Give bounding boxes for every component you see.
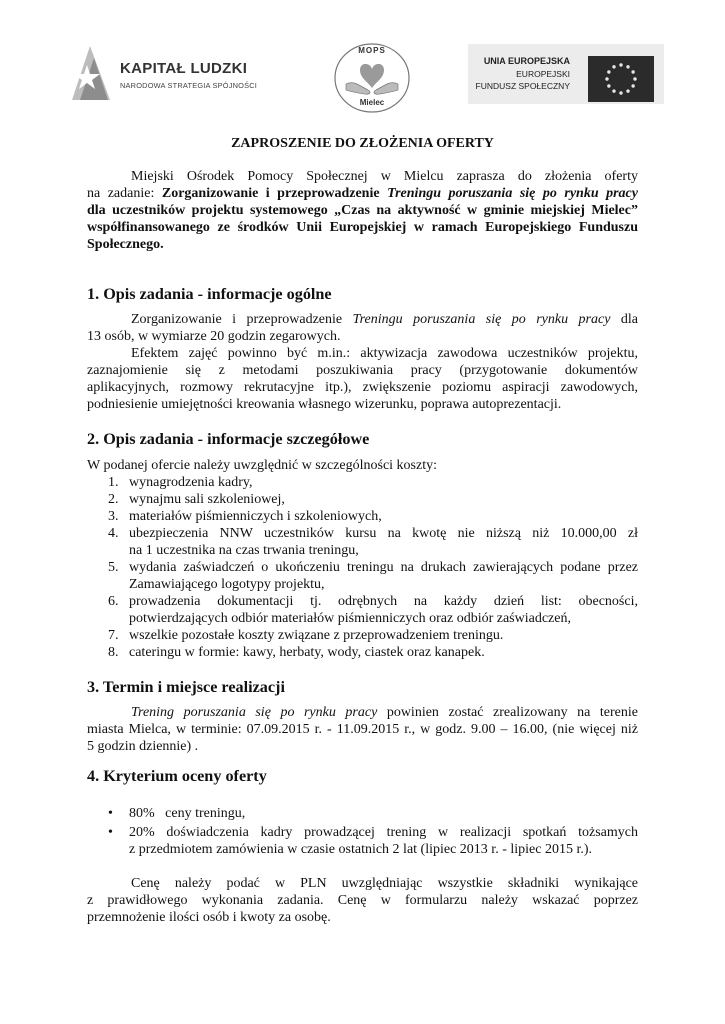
s1-p1-line-2: 13 osób, w wymiarze 20 godzin zegarowych. bbox=[87, 329, 341, 344]
eu-flag-icon bbox=[588, 56, 654, 102]
s4-p-line-2: z prawidłowego wykonania zadania. Cenę w formularzu należy wskazać poprzez bbox=[87, 893, 638, 908]
section-1-heading: 1. Opis zadania - informacje ogólne bbox=[87, 285, 332, 303]
intro-line-4: współfinansowanego ze środków Unii Europejskiej w ramach Europejskiego Funduszu bbox=[87, 220, 638, 235]
s1-p2-line-4: podniesienie umiejętności kreowania własnego wizerunku, poprawa autoprezentacji. bbox=[87, 397, 562, 412]
mops-top-text: MOPS bbox=[358, 46, 386, 55]
intro-line-3: dla uczestników projektu systemowego „Czas na aktywność w gminie miejskiej Mielec” bbox=[87, 203, 638, 218]
s2-lead: W podanej ofercie należy uwzględnić w szczególności koszty: bbox=[87, 458, 437, 473]
ue-line-1: UNIA EUROPEJSKA bbox=[483, 56, 570, 66]
document-title: ZAPROSZENIE DO ZŁOŻENIA OFERTY bbox=[231, 136, 494, 151]
ue-logo bbox=[468, 44, 664, 104]
list-item: 7. wszelkie pozostałe koszty związane z przeprowadzeniem treningu. bbox=[108, 628, 504, 643]
kapital-ludzki-subtitle: NARODOWA STRATEGIA SPÓJNOŚCI bbox=[120, 81, 258, 90]
eu-star-icon bbox=[612, 89, 615, 92]
s3-line-1: Trening poruszania się po rynku pracy powinien zostać zrealizowany na terenie bbox=[131, 705, 638, 720]
bullet-icon: • bbox=[108, 825, 113, 840]
list-item: 2. wynajmu sali szkoleniowej, bbox=[108, 492, 285, 507]
eu-star-icon bbox=[633, 77, 636, 80]
intro-line-2: na zadanie: Zorganizowanie i przeprowadzenie Treningu poruszania się po rynku pracy bbox=[87, 186, 638, 201]
s4-p-line-3: przemnożenie ilości osób i kwoty za osobę. bbox=[87, 910, 331, 925]
kapital-ludzki-star-icon bbox=[70, 44, 114, 102]
list-item: 5. wydania zaświadczeń o ukończeniu treningu na drukach zawierających podane przez Zamawiającego logotypy projektu, bbox=[108, 560, 638, 593]
s1-p2-line-3: aplikacyjnych, rozmowy rekrutacyjne itp.), zwiększenie poziomu aspiracji zawodowych, bbox=[87, 380, 638, 395]
eu-star-icon bbox=[605, 77, 608, 80]
eu-star-icon bbox=[626, 89, 629, 92]
eu-star-icon bbox=[619, 91, 622, 94]
mops-logo bbox=[332, 40, 412, 114]
eu-star-icon bbox=[612, 65, 615, 68]
bullet-icon: • bbox=[108, 806, 113, 821]
s3-line-2: miasta Mielca, w terminie: 07.09.2015 r. - 11.09.2015 r., w godz. 9.00 – 16.00, (nie więcej niż bbox=[87, 722, 638, 737]
section-4-heading: 4. Kryterium oceny oferty bbox=[87, 767, 267, 785]
s3-line-3: 5 godzin dziennie) . bbox=[87, 739, 199, 754]
eu-star-icon bbox=[607, 84, 610, 87]
ue-line-2: EUROPEJSKI bbox=[516, 69, 570, 79]
s1-p2-line-1: Efektem zajęć powinno być m.in.: aktywizacja zawodowa uczestników projektu, bbox=[131, 346, 638, 361]
ue-line-3: FUNDUSZ SPOŁECZNY bbox=[475, 81, 570, 91]
kapital-ludzki-logo bbox=[70, 44, 270, 102]
list-item: 4. ubezpieczenia NNW uczestników kursu na kwotę nie niższą niż 10.000,00 zł na 1 uczestnika na czas trwania treningu, bbox=[108, 526, 638, 559]
intro-line-1: Miejski Ośrodek Pomocy Społecznej w Mielcu zaprasza do złożenia oferty bbox=[131, 169, 638, 184]
list-item: 6. prowadzenia dokumentacji tj. odrębnych na każdy dzień list: obecności, potwierdzających odbiór materiałów piśmienniczych oraz odbiór zaświadczeń, bbox=[108, 594, 638, 627]
list-item: 3. materiałów piśmienniczych i szkoleniowych, bbox=[108, 509, 382, 524]
kapital-ludzki-title: KAPITAŁ LUDZKI bbox=[120, 60, 248, 77]
section-3-heading: 3. Termin i miejsce realizacji bbox=[87, 678, 285, 696]
section-2-heading: 2. Opis zadania - informacje szczegółowe bbox=[87, 430, 370, 448]
s1-p2-line-2: zaznajomienie się z metodami poszukiwania pracy (przygotowanie dokumentów bbox=[87, 363, 638, 378]
eu-star-icon bbox=[607, 70, 610, 73]
list-item: 1. wynagrodzenia kadry, bbox=[108, 475, 253, 490]
list-item: 8. cateringu w formie: kawy, herbaty, wody, ciastek oraz kanapek. bbox=[108, 645, 485, 660]
eu-star-icon bbox=[631, 84, 634, 87]
eu-star-icon bbox=[619, 63, 622, 66]
s4-p-line-1: Cenę należy podać w PLN uwzględniając wszystkie składniki wynikające bbox=[131, 876, 638, 891]
intro-line-5: Społecznego. bbox=[87, 237, 164, 252]
bullet-item: • 80% ceny treningu, bbox=[108, 806, 246, 821]
eu-star-icon bbox=[626, 65, 629, 68]
eu-star-icon bbox=[631, 70, 634, 73]
bullet-item: • 20% doświadczenia kadry prowadzącej trening w realizacji spotkań tożsamych z przedmiotem zamówienia w czasie ostatnich 2 lat (lipiec 2013 r. - lipiec 2015 r.). bbox=[108, 825, 638, 858]
s1-p1-line-1: Zorganizowanie i przeprowadzenie Treningu poruszania się po rynku pracy dla bbox=[131, 312, 638, 327]
mops-bottom-text: Mielec bbox=[359, 98, 385, 107]
